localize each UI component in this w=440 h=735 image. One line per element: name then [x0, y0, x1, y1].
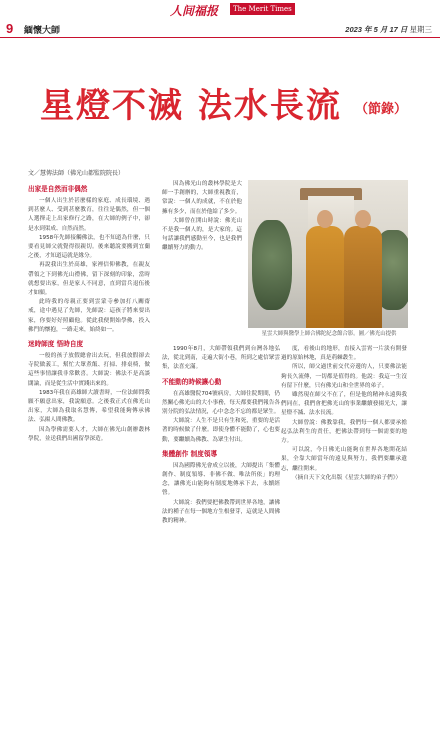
headline-area [0, 40, 440, 150]
publication-date [345, 24, 432, 35]
section-name: 緬懷大師 [24, 26, 61, 36]
logo-english-box: The Merit Times [230, 3, 295, 15]
date-text: 2023 年 5 月 17 日 [345, 25, 408, 34]
photo-person-1 [306, 210, 344, 328]
photo-tree-left [252, 220, 292, 310]
article-title-suffix: （節錄） [355, 102, 408, 117]
paragraph: （摘自天下文化出版《星雲大師的弟子們》） [292, 474, 402, 481]
photo-caption: 星雲大師與醫學上師合佛陀紀念館合影。圖／佛光山提供 [261, 331, 397, 337]
article-column-3 [281, 345, 407, 695]
article-byline: 文／慧傳法師（佛光山都監院院長） [28, 170, 125, 177]
paragraph: 因為學佛需要人才，大師在佛光山創辦叢林學院，並送我們出國留學深造。 [28, 426, 150, 442]
article-column-1 [28, 180, 150, 695]
logo-chinese-text: 人间福报 [170, 4, 219, 18]
paragraph: 所以，師父過世前交代旁邊的人，只要佛法能夠長久流傳，一切都是值得的。他說：我這一生沒有留下什麼，只有佛光山和全世界的弟子。 [281, 364, 407, 389]
paragraph: 1983年我在高雄師大讀書時，一位法師問我願不願意出家，我說願意。之後我正式在佛光山出家，大師為我取名慧傳，希望我能夠傳承佛法、弘揚人間佛教。 [28, 389, 150, 424]
paragraph: 一般的孩子放假總會出去玩，但我放假卻去寺院做義工，幫忙大眾煮飯、打掃、排桌椅，做這些事情讓我非常歡喜。大師說：佛法不是高談闊論，而是從生活中實踐出來的。 [28, 353, 150, 387]
section-subhead: 集體創作 制度領導 [162, 449, 218, 458]
paragraph: 再說我出生於高雄，家裡信仰佛教，在親友帶領之下到佛光山禮佛，留下深刻的印象，當時就想要出家，但是家人不同意，直到當兵退伍後才如願。 [28, 262, 150, 297]
article-photo [248, 180, 408, 328]
paragraph: 大師說：人生不是只有生和死，重要的是活著的時候做了什麼。即使身體不能動了，心也要動，要繼續為佛教、為眾生付出。 [162, 418, 280, 443]
section-subhead: 不能動的時候讓心動 [162, 377, 222, 386]
section-subhead: 出家是自然而非偶然 [28, 185, 88, 193]
paragraph: 雖然現在師父不在了，但是他的精神永遠與我們同在，我們會把佛光山的事業繼續發揚光大，讓星燈不滅、法水長流。 [281, 392, 407, 417]
paragraph: 一個人出生於甚麼樣的家庭、成長環境、遇到甚麼人、受到甚麼教育，往往是偶然，但一個人選擇走上出家修行之路，在大師的例子中，卻是水到渠成、自然而然。 [28, 198, 150, 232]
section-subhead: 迷時師度 悟時自度 [28, 340, 84, 349]
paragraph: 1958年先師接觸佛法，也不知道為什麼，只要看見師父就覺得很親切。後來聽說要搬到宜蘭之後，才知道這就是緣分。 [28, 234, 150, 260]
article-title: 星燈不滅 法水長流 [40, 86, 342, 126]
paragraph: 在高雄醫院704號病房，大師住院期間，仍然關心佛光山的大小事務，每天都要我們報告各別分院的弘法情況，心中念念不忘的都是眾生。 [162, 390, 280, 416]
newspaper-logo[interactable] [130, 2, 310, 16]
weekday-text: 星期三 [409, 25, 432, 34]
paragraph: 此時我的母親正要到雲蒙寺參加打八關齋戒，途中遇見了先師，先師說：這孩子將來要出家，你要好好照顧他。從此我便開始學佛，投入佛門的懷抱，一路走來，始終如一。 [28, 299, 150, 333]
article-column-2 [162, 345, 280, 695]
paragraph: 因為佛光山的叢林學院是大師一手創辦的，大師重視教育，常說：一個人的成就，不在於他擁有多少，而在於他給了多少。 [162, 181, 242, 215]
paragraph: 因為國際佛光會成立以後，大師提出「集體創作、制度領導、非佛不做、唯法所依」的理念，讓佛光山能夠有制度地傳承下去，永續經營。 [162, 462, 280, 497]
paragraph: 度，看後山的地形，直接入雲霄一片淡有開發過的原始林地，真是荊棘叢生。 [281, 346, 407, 362]
paragraph: 大師曾說：佛教靠我，我們每一個人都要承擔起弘法利生的責任，把佛法帶到每一個需要的地方。 [281, 419, 407, 445]
photo-person-2 [344, 210, 382, 328]
page-number: 9 [6, 21, 14, 36]
paragraph: 1990年8月，大師帶領我們到台灣各地弘法，從北到南，走遍大街小巷，所到之處信眾雲集，法喜充滿。 [162, 346, 280, 371]
paragraph: 可以說，今日佛光山能夠在世界各地開花結果，全靠大師當年的遠見與努力，我們要繼承遺志，繼往開來。 [281, 447, 407, 472]
page-header [0, 20, 440, 38]
masthead [0, 0, 440, 22]
paragraph: 大師曾在開山時說：佛光山不是我一個人的，是大家的。這句話讓我們感動至今，也是我們繼續努力的動力。 [162, 217, 242, 252]
paragraph: 大師說：我們要把佛教帶到世界各地，讓佛法的種子在每一個地方生根發芽，這就是人間佛教的精神。 [162, 499, 280, 525]
article-column-2-upper [162, 180, 242, 340]
